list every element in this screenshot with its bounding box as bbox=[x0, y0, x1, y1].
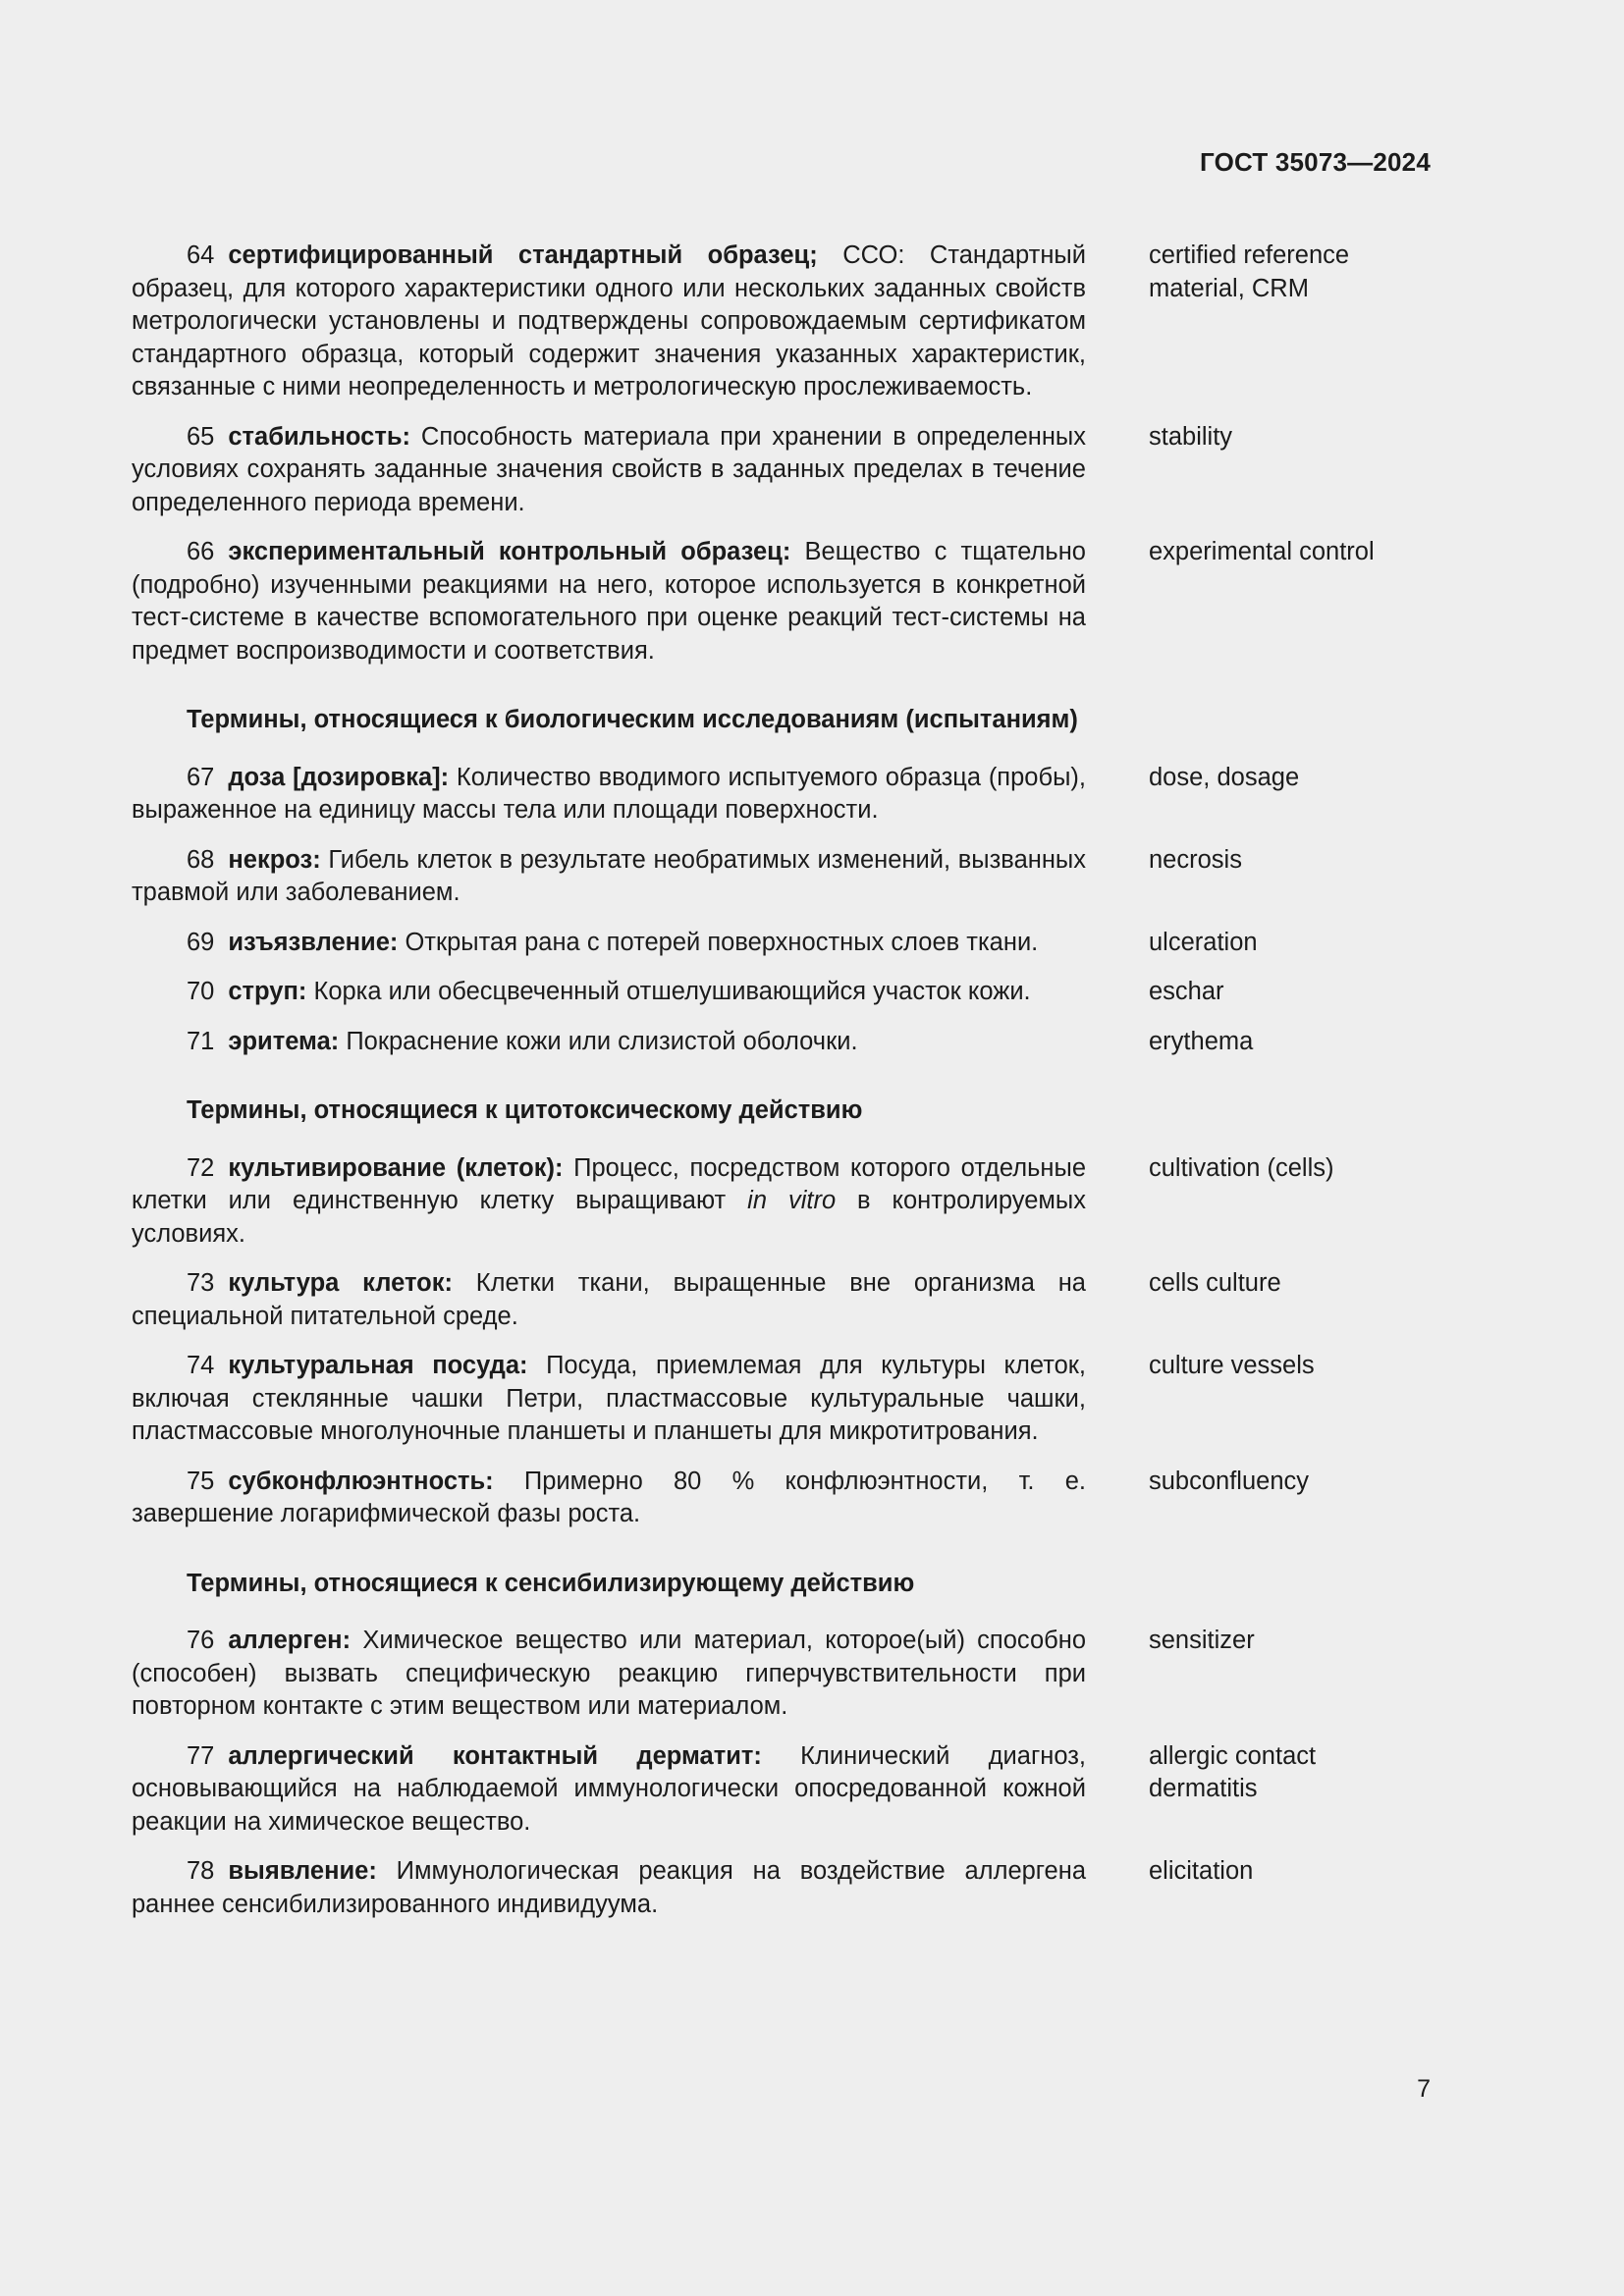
term-entry bbox=[132, 844, 1428, 910]
term-name: струп: bbox=[228, 978, 307, 1005]
term-number: 68 bbox=[187, 845, 215, 874]
term-entry bbox=[132, 927, 1428, 960]
term-name: эритема: bbox=[228, 1027, 340, 1055]
term-definition-text: Примерно 80 % конфлюэнтности, т. е. завершение логарифмической фазы роста. bbox=[132, 1467, 1086, 1527]
term-english-equivalent: cells culture bbox=[1149, 1269, 1281, 1297]
term-name: культуральная посуда: bbox=[228, 1352, 528, 1379]
term-english-equivalent: cultivation (cells) bbox=[1149, 1153, 1334, 1182]
term-entry bbox=[132, 976, 1428, 1009]
term-definition-ru bbox=[132, 240, 1086, 404]
term-number: 69 bbox=[187, 928, 215, 956]
term-definition-text: Вещество с тщательно (подробно) изученными реакциями на него, которое используется в конкретной тест-системе в качестве вспомогательного при оценке реакций тест-системы на предмет воспроизводимости и соответствия. bbox=[132, 538, 1086, 665]
term-english-equivalent: culture vessels bbox=[1149, 1352, 1315, 1379]
term-number: 66 bbox=[187, 538, 215, 565]
term-name: стабильность: bbox=[228, 422, 411, 451]
term-definition-text: Открытая рана с потерей поверхностных слоев ткани. bbox=[398, 928, 1039, 956]
term-definition-ru bbox=[132, 536, 1086, 667]
term-english-equivalent: subconfluency bbox=[1149, 1467, 1310, 1495]
term-english-equivalent: sensitizer bbox=[1149, 1627, 1255, 1654]
term-definition-ru bbox=[132, 976, 1086, 1009]
term-entry bbox=[132, 1855, 1428, 1921]
term-english-equivalent: necrosis bbox=[1149, 845, 1242, 874]
term-english-equivalent: elicitation bbox=[1149, 1857, 1254, 1885]
term-definition-text: Клетки ткани, выращенные вне организма на специальной питательной среде. bbox=[132, 1269, 1086, 1330]
term-definition-text: Количество вводимого испытуемого образца (пробы), выраженное на единицу массы тела или площади поверхности. bbox=[132, 763, 1086, 824]
term-english-equivalent: dose, dosage bbox=[1149, 763, 1300, 791]
term-definition-ru bbox=[132, 1350, 1086, 1449]
term-definition-text: Процесс, посредством которого отдельные клетки или единственную клетку выращивают in vitro в контролируемых условиях. bbox=[132, 1153, 1086, 1248]
term-name: культура клеток: bbox=[228, 1269, 453, 1297]
term-entry bbox=[132, 1466, 1428, 1531]
term-number: 73 bbox=[187, 1269, 215, 1297]
term-entry bbox=[132, 1740, 1428, 1840]
term-definition-ru bbox=[132, 1625, 1086, 1724]
term-number: 71 bbox=[187, 1027, 215, 1055]
term-english-equivalent: experimental control bbox=[1149, 538, 1375, 565]
term-number: 67 bbox=[187, 763, 215, 791]
term-definition-ru bbox=[132, 421, 1086, 520]
term-entry bbox=[132, 1350, 1428, 1449]
term-definition-text: Покраснение кожи или слизистой оболочки. bbox=[339, 1027, 858, 1055]
term-name: аллерген: bbox=[228, 1627, 352, 1654]
term-entry bbox=[132, 1152, 1428, 1252]
term-number: 65 bbox=[187, 422, 215, 451]
term-english-equivalent: eschar bbox=[1149, 978, 1224, 1005]
term-entry bbox=[132, 240, 1428, 404]
term-definition-text: Способность материала при хранении в определенных условиях сохранять заданные значения свойств в заданных пределах в течение определенного периода времени. bbox=[132, 422, 1086, 516]
term-name: некроз: bbox=[228, 845, 321, 874]
terms-list bbox=[132, 240, 1428, 1938]
section-heading: Термины, относящиеся к биологическим исследованиям (испытаниям) bbox=[187, 706, 1078, 733]
term-definition-ru bbox=[132, 1152, 1086, 1252]
term-name: доза [дозировка]: bbox=[228, 763, 450, 791]
term-definition-text: ССО: Стандартный образец, для которого характеристики одного или нескольких заданных свойств метрологически установлены и подтверждены сопровождаемым сертификатом стандартного образца, который содержит значения указанных характеристик, связанные с ними неопределенность и метрологическую прослеживаемость. bbox=[132, 241, 1086, 400]
term-name: изъязвление: bbox=[228, 928, 399, 956]
term-english-equivalent: ulceration bbox=[1149, 928, 1258, 956]
term-entry bbox=[132, 536, 1428, 667]
term-definition-ru bbox=[132, 762, 1086, 828]
term-definition-text: Корка или обесцвеченный отшелушивающийся участок кожи. bbox=[306, 978, 1031, 1005]
section-heading: Термины, относящиеся к цитотоксическому действию bbox=[187, 1096, 863, 1124]
term-english-equivalent: erythema bbox=[1149, 1027, 1254, 1055]
term-entry bbox=[132, 1267, 1428, 1333]
term-number: 64 bbox=[187, 241, 215, 269]
term-english-equivalent: stability bbox=[1149, 422, 1233, 451]
term-number: 77 bbox=[187, 1741, 215, 1770]
term-name: сертифицированный стандартный образец; bbox=[228, 241, 818, 269]
term-entry bbox=[132, 1026, 1428, 1059]
term-name: аллергический контактный дерматит: bbox=[228, 1741, 762, 1770]
term-entry bbox=[132, 421, 1428, 520]
term-definition-ru bbox=[132, 1267, 1086, 1333]
term-definition-ru bbox=[132, 1466, 1086, 1531]
term-number: 75 bbox=[187, 1467, 215, 1495]
term-number: 74 bbox=[187, 1352, 215, 1379]
page-number: 7 bbox=[1417, 2075, 1431, 2103]
term-definition-text: Гибель клеток в результате необратимых изменений, вызванных травмой или заболеванием. bbox=[132, 845, 1086, 906]
term-english-equivalent: certified reference material, CRM bbox=[1149, 241, 1350, 302]
term-definition-ru bbox=[132, 1740, 1086, 1840]
term-entry bbox=[132, 762, 1428, 828]
term-definition-text: Химическое вещество или материал, которое(ый) способно (способен) вызвать специфическую реакцию гиперчувствительности при повторном контакте с этим веществом или материалом. bbox=[132, 1627, 1086, 1720]
term-english-equivalent: allergic contact dermatitis bbox=[1149, 1741, 1317, 1802]
term-name: субконфлюэнтность: bbox=[228, 1467, 494, 1495]
term-definition-text: Клинический диагноз, основывающийся на наблюдаемой иммунологически опосредованной кожной реакции на химическое вещество. bbox=[132, 1741, 1087, 1836]
term-definition-ru bbox=[132, 927, 1086, 960]
term-name: культивирование (клеток): bbox=[228, 1153, 564, 1182]
term-number: 76 bbox=[187, 1627, 215, 1654]
term-entry bbox=[132, 1625, 1428, 1724]
term-definition-ru bbox=[132, 1026, 1086, 1059]
term-name: выявление: bbox=[228, 1857, 377, 1885]
term-number: 70 bbox=[187, 978, 215, 1005]
section-heading: Термины, относящиеся к сенсибилизирующему действию bbox=[187, 1569, 915, 1597]
term-number: 78 bbox=[187, 1857, 215, 1885]
term-definition-text: Иммунологическая реакция на воздействие аллергена раннее сенсибилизированного индивидуума. bbox=[132, 1857, 1086, 1918]
document-code: ГОСТ 35073—2024 bbox=[1200, 147, 1431, 177]
term-definition-ru bbox=[132, 844, 1086, 910]
term-definition-ru bbox=[132, 1855, 1086, 1921]
term-definition-text: Посуда, приемлемая для культуры клеток, включая стеклянные чашки Петри, пластмассовые культуральные чашки, пластмассовые многолуночные планшеты и планшеты для микротитрования. bbox=[132, 1352, 1087, 1445]
term-name: экспериментальный контрольный образец: bbox=[228, 538, 791, 565]
term-number: 72 bbox=[187, 1153, 215, 1182]
